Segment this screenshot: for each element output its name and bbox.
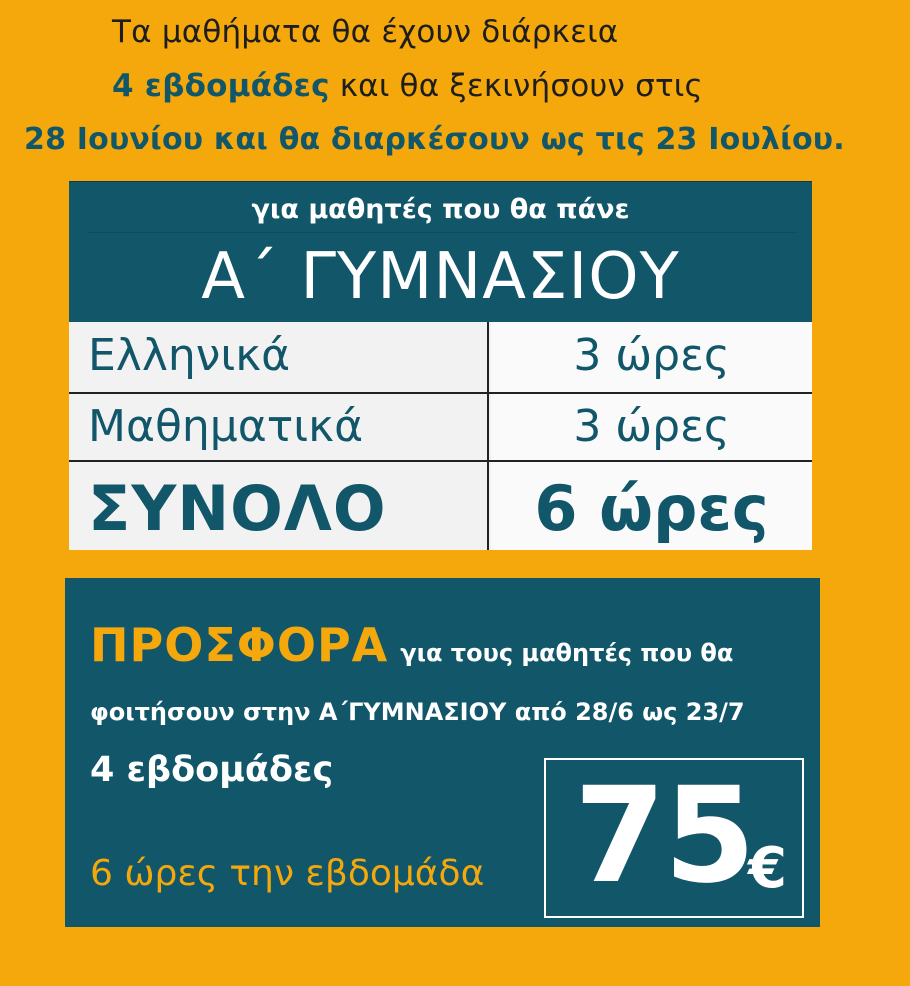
table-header xyxy=(69,181,812,322)
intro-dates: 28 Ιουνίου και θα διαρκέσουν ως τις 23 Ιουλίου. xyxy=(24,122,845,157)
subject-cell xyxy=(69,322,489,392)
subject-cell xyxy=(69,394,489,460)
price-box xyxy=(544,758,804,918)
total-hours: 6 ώρες xyxy=(534,472,769,545)
table-subtitle: για μαθητές που θα πάνε xyxy=(251,194,630,225)
intro-weeks: 4 εβδομάδες xyxy=(112,68,330,104)
table-title: Α΄ ΓΥΜΝΑΣΙΟΥ xyxy=(201,240,680,314)
intro-line-1: Τα μαθήματα θα έχουν διάρκεια xyxy=(112,14,619,50)
hours-value: 3 ώρες xyxy=(573,401,730,452)
total-label: ΣΥΝΟΛΟ xyxy=(88,472,387,545)
total-hours-cell xyxy=(491,462,812,550)
header-divider xyxy=(87,232,797,233)
subject-label: Ελληνικά xyxy=(88,330,291,381)
offer-hours-per-week: 6 ώρες την εβδομάδα xyxy=(90,853,485,894)
schedule-table xyxy=(69,181,812,550)
intro-line-2 xyxy=(112,68,703,104)
offer-weeks: 4 εβδομάδες xyxy=(90,750,334,790)
price-amount: 75 xyxy=(574,759,754,913)
subject-label: Μαθηματικά xyxy=(88,401,364,452)
offer-heading: ΠΡΟΣΦΟΡΑ xyxy=(90,618,389,672)
hours-value: 3 ώρες xyxy=(573,330,730,381)
table-row-total xyxy=(69,462,812,550)
currency-symbol: € xyxy=(748,836,787,901)
offer-heading-line xyxy=(90,618,733,672)
intro-start-text: και θα ξεκινήσουν στις xyxy=(329,68,703,104)
table-row-greek xyxy=(69,322,812,394)
total-label-cell xyxy=(69,462,489,550)
offer-panel xyxy=(65,578,820,927)
hours-cell xyxy=(491,394,812,460)
offer-heading-rest: για τους μαθητές που θα xyxy=(400,639,734,667)
hours-cell xyxy=(491,322,812,392)
table-row-math xyxy=(69,394,812,462)
offer-details: φοιτήσουν στην Α΄ΓΥΜΝΑΣΙΟΥ από 28/6 ως 23/7 xyxy=(90,698,745,726)
